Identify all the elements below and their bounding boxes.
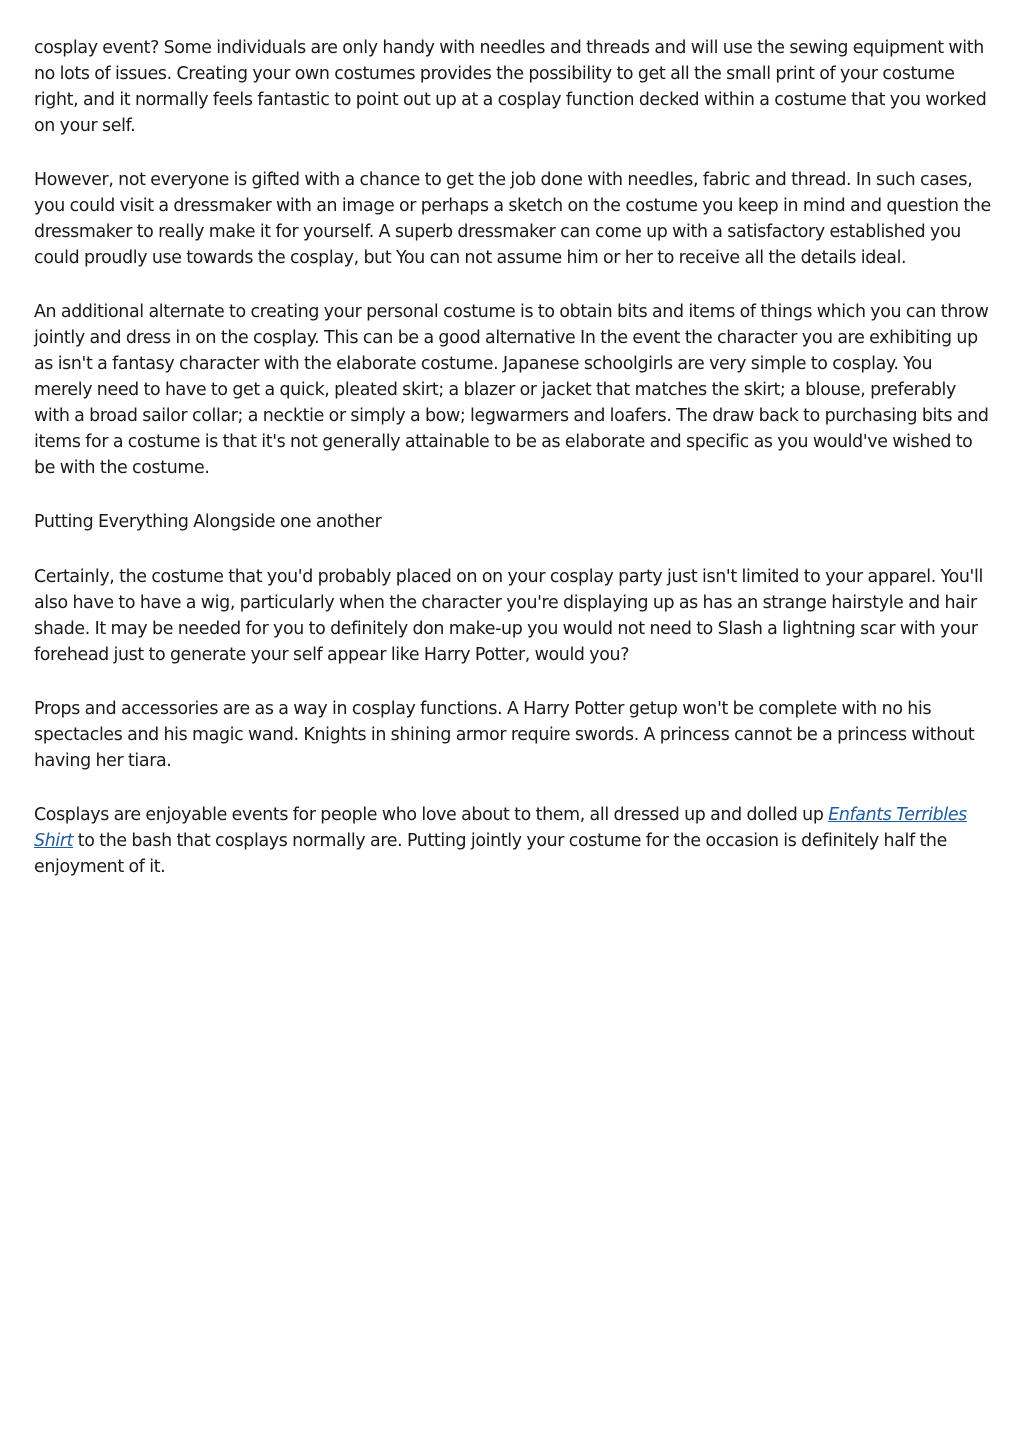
- paragraph-conclusion: [34, 803, 994, 881]
- paragraph-handmade-costumes: cosplay event? Some individuals are only handy with needles and threads and will use the sewing equipment with no lots of issues. Creating your own costumes provides the possibility to get all the small print of your costume right, and it normally feels fantastic to point out up at a cosplay function decked within a costume that you worked on your self.: [34, 38, 987, 136]
- enfants-terribles-shirt-link[interactable]: Enfants Terribles Shirt: [34, 805, 967, 852]
- paragraph-buying-pieces: An additional alternate to creating your personal costume is to obtain bits and items of things which you can throw jointly and dress in on the cosplay. This can be a good alternative In the event the character you are exhibiting up as isn't a fantasy character with the elaborate costume. Japanese schoolgirls are very simple to cosplay. You merely need to have to get a quick, pleated skirt; a blazer or jacket that matches the skirt; a blouse, preferably with a broad sailor collar; a necktie or simply a bow; legwarmers and loafers. The draw back to purchasing bits and items for a costume is that it's not generally attainable to be as elaborate and specific as you would've wished to be with the costume.: [34, 302, 989, 478]
- conclusion-text-end: to the bash that cosplays normally are. Putting jointly your costume for the occasion is definitely half the enjoyment of it.: [34, 831, 947, 878]
- paragraph-props: Props and accessories are as a way in cosplay functions. A Harry Potter getup won't be complete with no his spectacles and his magic wand. Knights in shining armor require swords. A princess cannot be a princess without having her tiara.: [34, 699, 975, 771]
- section-heading: Putting Everything Alongside one another: [34, 512, 382, 533]
- paragraph-dressmaker: However, not everyone is gifted with a chance to get the job done with needles, fabric and thread. In such cases, you could visit a dressmaker with an image or perhaps a sketch on the costume you keep in mind and question the dressmaker to really make it for yourself. A superb dressmaker can come up with a satisfactory established you could proudly use towards the cosplay, but You can not assume him or her to receive all the details ideal.: [34, 170, 991, 268]
- paragraph-wig-makeup: Certainly, the costume that you'd probably placed on on your cosplay party just isn't limited to your apparel. You'll also have to have a wig, particularly when the character you're displaying up as has an strange hairstyle and hair shade. It may be needed for you to definitely don make-up you would not need to Slash a lightning scar with your forehead just to generate your self appear like Harry Potter, would you?: [34, 566, 983, 665]
- document-body: [34, 36, 994, 910]
- conclusion-text-start: Cosplays are enjoyable events for people who love about to them, all dressed up and dolled up: [34, 805, 829, 826]
